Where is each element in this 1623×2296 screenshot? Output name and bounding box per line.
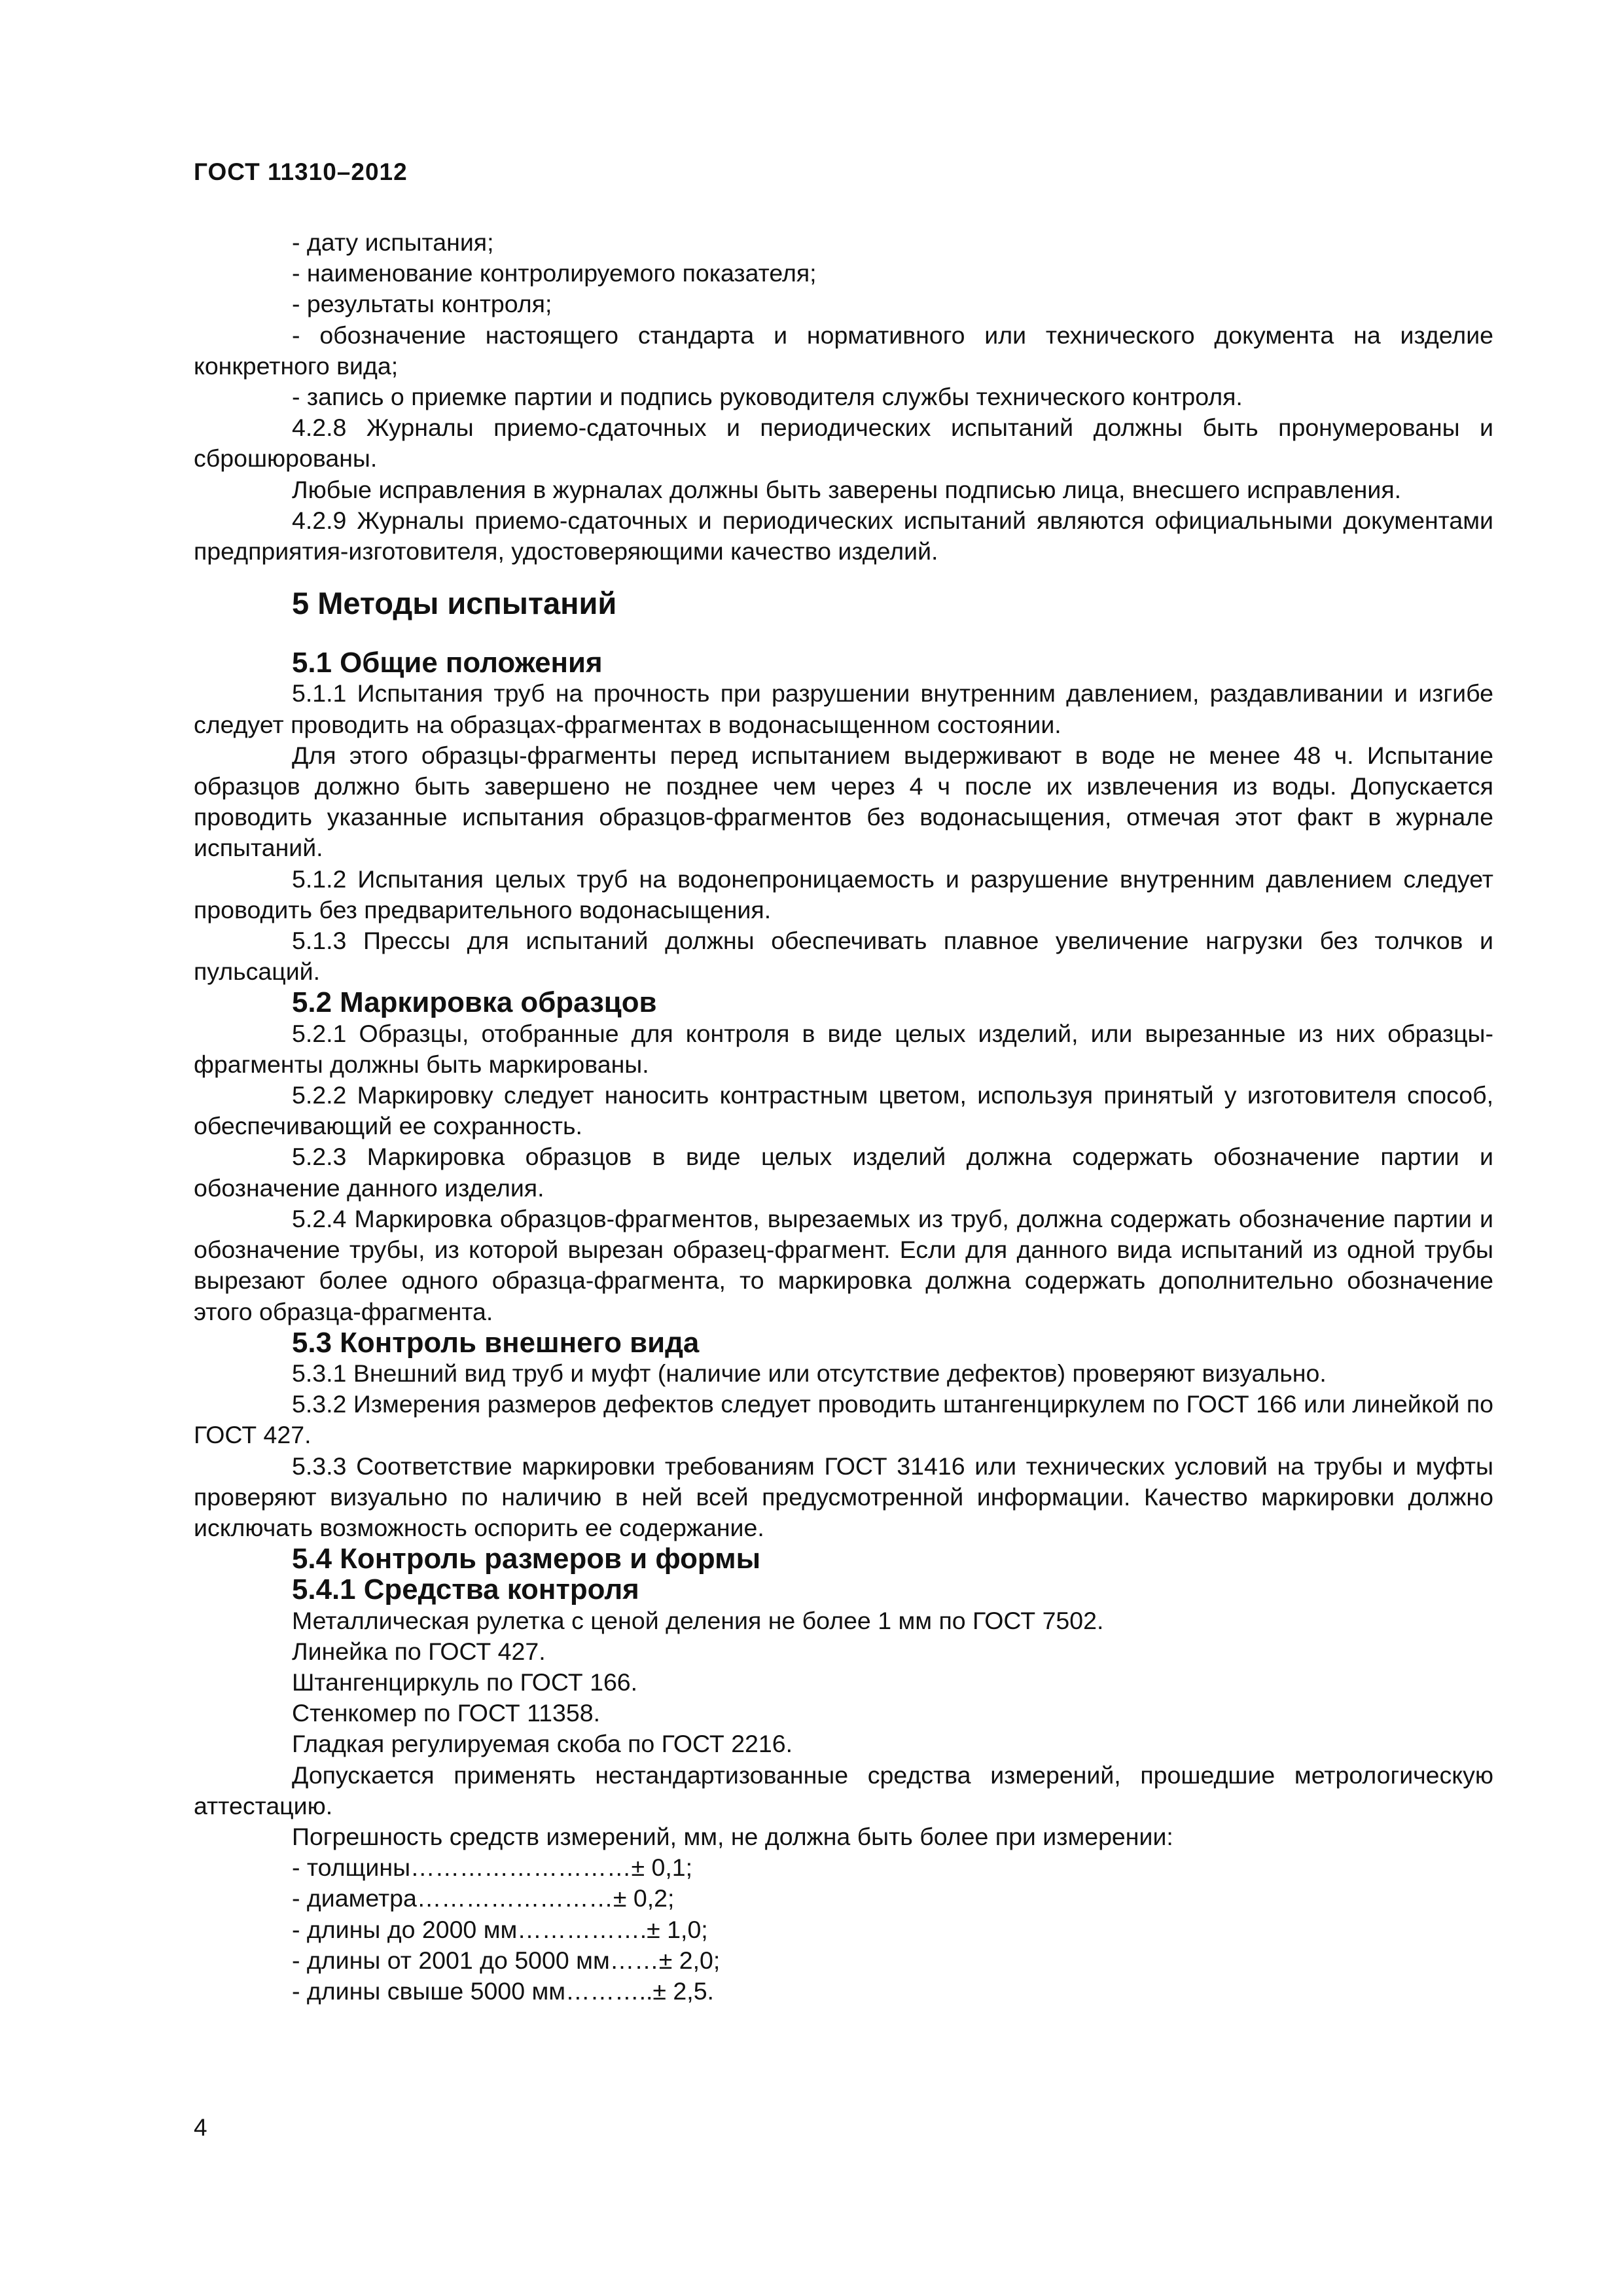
list-item: - дату испытания; bbox=[292, 228, 494, 256]
document-code-header: ГОСТ 11310–2012 bbox=[194, 158, 408, 185]
clause-5-3-1: 5.3.1 Внешний вид труб и муфт (наличие или отсутствие дефектов) проверяют визуально. bbox=[292, 1359, 1327, 1387]
subsection-heading: 5.1 Общие положения bbox=[292, 647, 603, 679]
subsection-heading: 5.2 Маркировка образцов bbox=[292, 986, 657, 1019]
list-item: Металлическая рулетка с ценой деления не более 1 мм по ГОСТ 7502. bbox=[292, 1606, 1104, 1634]
tolerance-item: - длины свыше 5000 мм………..± 2,5. bbox=[292, 1977, 714, 2005]
list-item: - запись о приемке партии и подпись руководителя службы технического контроля. bbox=[292, 383, 1243, 411]
page-body bbox=[194, 227, 1493, 2007]
clause-4-2-8: 4.2.8 Журналы приемо-сдаточных и периодических испытаний должны быть пронумерованы и сброшюрованы. bbox=[194, 414, 1493, 473]
paragraph: Допускается применять нестандартизованные средства измерений, прошедшие метрологическую аттестацию. bbox=[194, 1761, 1493, 1820]
list-item: - обозначение настоящего стандарта и нормативного или технического документа на изделие конкретного вида; bbox=[194, 321, 1493, 380]
clause-5-1-2: 5.1.2 Испытания целых труб на водонепроницаемость и разрушение внутренним давлением следует проводить без предварительного водонасыщения. bbox=[194, 865, 1493, 924]
clause-5-1-3: 5.1.3 Прессы для испытаний должны обеспечивать плавное увеличение нагрузки без толчков и пульсаций. bbox=[194, 927, 1493, 986]
paragraph: Любые исправления в журналах должны быть заверены подписью лица, внесшего исправления. bbox=[292, 475, 1402, 503]
clause-5-3-2: 5.3.2 Измерения размеров дефектов следует проводить штангенциркулем по ГОСТ 166 или линейкой по ГОСТ 427. bbox=[194, 1390, 1493, 1449]
list-item: - результаты контроля; bbox=[292, 290, 552, 318]
paragraph: Погрешность средств измерений, мм, не должна быть более при измерении: bbox=[292, 1822, 1173, 1850]
list-item: - наименование контролируемого показателя; bbox=[292, 259, 817, 287]
list-item: Линейка по ГОСТ 427. bbox=[292, 1637, 546, 1665]
tolerance-item: - длины до 2000 мм…………….± 1,0; bbox=[292, 1915, 708, 1943]
list-item: Гладкая регулируемая скоба по ГОСТ 2216. bbox=[292, 1730, 793, 1758]
list-item: Стенкомер по ГОСТ 11358. bbox=[292, 1699, 601, 1727]
page-number: 4 bbox=[194, 2114, 207, 2141]
subsection-heading: 5.3 Контроль внешнего вида bbox=[292, 1326, 700, 1359]
clause-5-1-1: 5.1.1 Испытания труб на прочность при разрушении внутренним давлением, раздавливании и изгибе следует проводить на образцах-фрагментах в водонасыщенном состоянии. bbox=[194, 679, 1493, 738]
paragraph: Для этого образцы-фрагменты перед испытанием выдерживают в воде не менее 48 ч. Испытание образцов должно быть завершено не позднее чем через 4 ч после их извлечения из воды. Допускается проводить указанные испытания образцов-фрагментов без водонасыщения, отмечая этот факт в журнале испытаний. bbox=[194, 741, 1493, 862]
tolerance-item: - диаметра……………………± 0,2; bbox=[292, 1884, 675, 1912]
section-heading: 5 Методы испытаний bbox=[292, 586, 617, 621]
tolerance-item: - длины от 2001 до 5000 мм……± 2,0; bbox=[292, 1946, 721, 1974]
clause-5-2-2: 5.2.2 Маркировку следует наносить контрастным цветом, используя принятый у изготовителя способ, обеспечивающий ее сохранность. bbox=[194, 1081, 1493, 1140]
clause-5-2-4: 5.2.4 Маркировка образцов-фрагментов, вырезаемых из труб, должна содержать обозначение партии и обозначение трубы, из которой вырезан образец-фрагмент. Если для данного вида испытаний из одной трубы вырезают более одного образца-фрагмента, то маркировка должна содержать дополнительно обозначение этого образца-фрагмента. bbox=[194, 1204, 1493, 1325]
clause-4-2-9: 4.2.9 Журналы приемо-сдаточных и периодических испытаний являются официальными документами предприятия-изготовителя, удостоверяющими качество изделий. bbox=[194, 506, 1493, 565]
clause-5-2-3: 5.2.3 Маркировка образцов в виде целых изделий должна содержать обозначение партии и обозначение данного изделия. bbox=[194, 1143, 1493, 1202]
list-item: Штангенциркуль по ГОСТ 166. bbox=[292, 1668, 638, 1696]
tolerance-item: - толщины………………………± 0,1; bbox=[292, 1854, 693, 1882]
clause-5-2-1: 5.2.1 Образцы, отобранные для контроля в виде целых изделий, или вырезанные из них образцы-фрагменты должны быть маркированы. bbox=[194, 1019, 1493, 1078]
subsubsection-heading: 5.4.1 Средства контроля bbox=[292, 1573, 639, 1606]
subsection-heading: 5.4 Контроль размеров и формы bbox=[292, 1543, 761, 1575]
clause-5-3-3: 5.3.3 Соответствие маркировки требованиям ГОСТ 31416 или технических условий на трубы и муфты проверяют визуально по наличию в ней всей предусмотренной информации. Качество маркировки должно исключать возможность оспорить ее содержание. bbox=[194, 1452, 1493, 1541]
